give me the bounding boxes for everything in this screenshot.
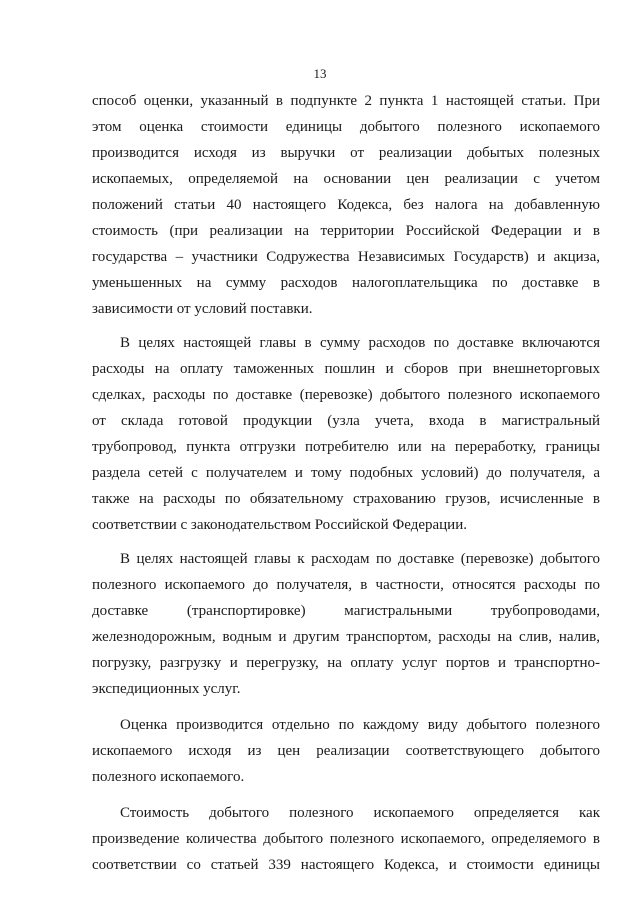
- page-number: 13: [313, 66, 327, 81]
- paragraph-5: [92, 800, 600, 878]
- text-line: соответствии с законодательством Российской Федерации.: [92, 517, 467, 533]
- text-line: Стоимость добытого полезного ископаемого определяется как: [120, 805, 600, 821]
- text-line: произведение количества добытого полезного ископаемого, определяемого в: [92, 831, 600, 847]
- text-line: государства – участники Содружества Независимых Государств) и акциза,: [92, 249, 600, 265]
- paragraph-3: [92, 546, 600, 702]
- document-body: [92, 88, 600, 878]
- text-line: ископаемых, определяемой на основании цен реализации с учетом: [92, 171, 600, 187]
- text-line: положений статьи 40 настоящего Кодекса, без налога на добавленную: [92, 197, 600, 213]
- paragraph-2: [92, 330, 600, 538]
- text-line: Оценка производится отдельно по каждому виду добытого полезного: [120, 717, 600, 733]
- text-line: ископаемого исходя из цен реализации соответствующего добытого: [92, 743, 600, 759]
- text-line: железнодорожным, водным и другим транспортом, расходы на слив, налив,: [92, 629, 600, 645]
- text-line: трубопровод, пункта отгрузки потребителю или на переработку, границы: [92, 439, 600, 455]
- text-line: доставке (транспортировке) магистральными трубопроводами,: [92, 603, 600, 619]
- text-line: также на расходы по обязательному страхованию грузов, исчисленные в: [92, 491, 600, 507]
- text-line: экспедиционных услуг.: [92, 681, 241, 697]
- text-line: соответствии со статьей 339 настоящего Кодекса, и стоимости единицы: [92, 857, 600, 873]
- paragraph-4: [92, 712, 600, 790]
- text-line: В целях настоящей главы к расходам по доставке (перевозке) добытого: [120, 551, 600, 567]
- text-line: способ оценки, указанный в подпункте 2 пункта 1 настоящей статьи. При: [92, 93, 600, 109]
- text-line: от склада готовой продукции (узла учета, входа в магистральный: [92, 413, 600, 429]
- text-line: полезного ископаемого до получателя, в частности, относятся расходы по: [92, 577, 600, 593]
- text-line: производится исходя из выручки от реализации добытых полезных: [92, 145, 600, 161]
- text-line: сделках, расходы по доставке (перевозке) добытого полезного ископаемого: [92, 387, 600, 403]
- text-line: зависимости от условий поставки.: [92, 301, 313, 317]
- text-line: В целях настоящей главы в сумму расходов по доставке включаются: [120, 335, 600, 351]
- text-line: полезного ископаемого.: [92, 769, 245, 785]
- text-line: погрузку, разгрузку и перегрузку, на оплату услуг портов и транспортно-: [92, 655, 600, 671]
- text-line: расходы на оплату таможенных пошлин и сборов при внешнеторговых: [92, 361, 600, 377]
- text-line: раздела сетей с получателем и тому подобных условий) до получателя, а: [92, 465, 600, 481]
- text-line: стоимость (при реализации на территории Российской Федерации и в: [92, 223, 600, 239]
- text-line: уменьшенных на сумму расходов налогоплательщика по доставке в: [92, 275, 600, 291]
- text-line: этом оценка стоимости единицы добытого полезного ископаемого: [92, 119, 600, 135]
- paragraph-1: [92, 88, 600, 322]
